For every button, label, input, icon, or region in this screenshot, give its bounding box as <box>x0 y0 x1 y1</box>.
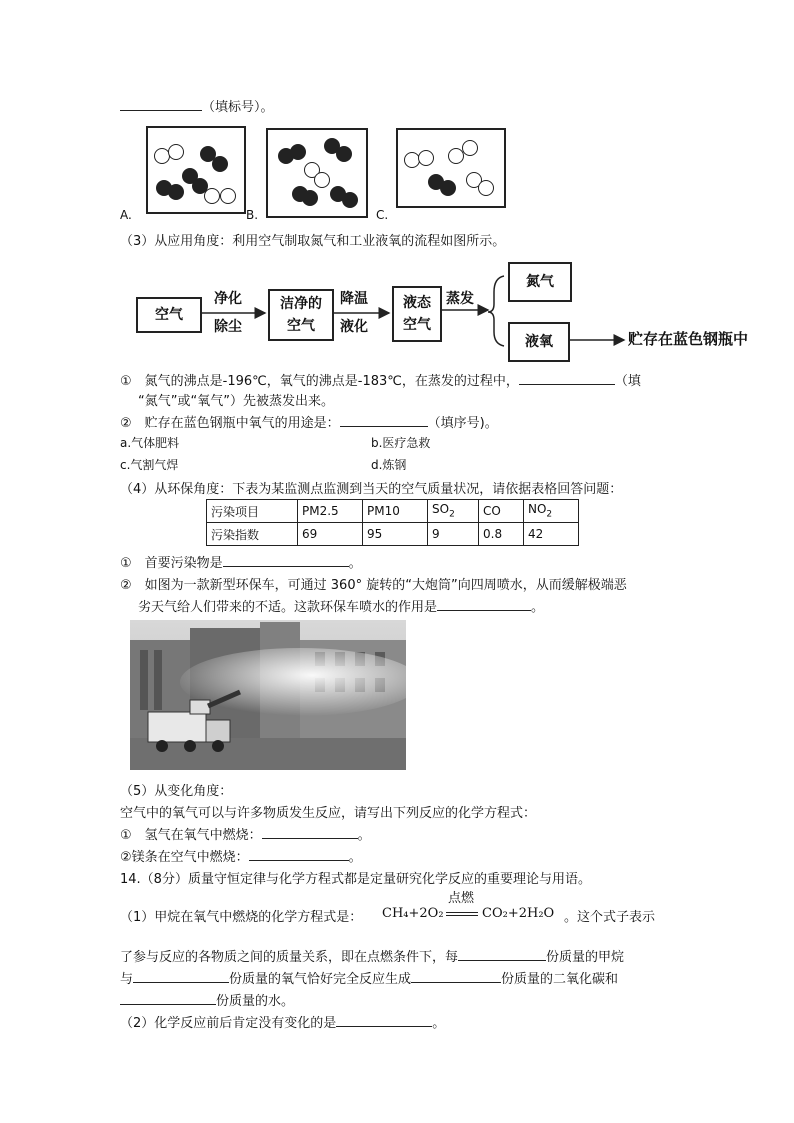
q14-p3-end: 份质量的二氧化碳和 <box>501 972 619 987</box>
option-b-label: B. <box>246 208 259 222</box>
environmental-truck-photo <box>130 620 406 770</box>
q5-intro: 空气中的氧气可以与许多物质发生反应，请写出下列反应的化学方程式： <box>120 806 537 821</box>
table-cell <box>363 500 428 523</box>
equation-right: CO₂+2H₂O <box>482 906 555 921</box>
answer-blank[interactable] <box>223 554 349 567</box>
option-a: a.气体肥料 <box>120 436 180 450</box>
equation-condition: 点燃 <box>448 891 475 906</box>
flow-step2-bottom: 液化 <box>340 319 368 335</box>
answer-blank[interactable] <box>519 372 615 385</box>
q14-p2-line <box>120 946 624 965</box>
instruction-text: （填标号）。 <box>202 100 274 115</box>
q3-item2-fill: （填序号)。 <box>427 416 498 431</box>
q3-item1-fill: （填 <box>614 374 641 389</box>
period: 。 <box>531 600 545 615</box>
answer-blank[interactable] <box>120 992 216 1005</box>
answer-blank[interactable] <box>437 598 531 611</box>
branch-brace <box>488 276 504 346</box>
option-b: b.医疗急救 <box>371 436 431 450</box>
q5-heading: （5）从变化角度： <box>120 784 233 799</box>
pollutant-name: PM10 <box>367 504 400 518</box>
q5-item2-text: ②镁条在空气中燃烧： <box>120 850 249 865</box>
q4-item1-line <box>120 552 362 571</box>
q14-p1-line <box>120 906 362 925</box>
q3-item1-text: ① 氮气的沸点是-196℃，氧气的沸点是-183℃，在蒸发的过程中， <box>120 374 519 389</box>
q14-p5-text: （2）化学反应前后肯定没有变化的是 <box>120 1016 337 1031</box>
q3-item1-line1 <box>120 370 641 389</box>
answer-blank[interactable] <box>340 414 428 427</box>
flow-air-label: 空气 <box>155 307 183 323</box>
flow-liquid-air-bottom: 空气 <box>403 317 431 333</box>
flow-step1-top: 净化 <box>214 291 242 307</box>
period: 。 <box>357 828 371 843</box>
table-cell: 0.8 <box>479 523 524 546</box>
pollutant-name: CO <box>483 504 501 518</box>
q4-item2-text: 劣天气给人们带来的不适。这款环保车喷水的作用是 <box>138 600 438 615</box>
q14-p3-start: 与 <box>120 972 134 987</box>
period: 。 <box>348 556 362 571</box>
period: 。 <box>348 850 362 865</box>
flow-nitrogen-label: 氮气 <box>526 274 554 290</box>
q14-p3-line <box>120 968 618 987</box>
q4-item1-text: ① 首要污染物是 <box>120 556 223 571</box>
pollutant-name: SO <box>432 502 450 517</box>
flow-step2-top: 降温 <box>340 291 368 307</box>
table-cell: 95 <box>363 523 428 546</box>
flow-evaporate: 蒸发 <box>446 291 474 307</box>
q4-item2-line2 <box>138 596 544 615</box>
q3-item2-text: ② 贮存在蓝色钢瓶中氧气的用途是： <box>120 416 340 431</box>
equation-double-line <box>446 912 478 916</box>
period: 。 <box>432 1016 446 1031</box>
q3-heading: （3）从应用角度：利用空气制取氮气和工业液氧的流程如图所示。 <box>120 234 506 249</box>
flow-liquid-air-top: 液态 <box>403 295 431 311</box>
q5-item1-text: ① 氢气在氧气中燃烧： <box>120 828 262 843</box>
pollutant-name: PM2.5 <box>302 504 339 518</box>
table-cell: 9 <box>428 523 479 546</box>
q14-p3-mid: 份质量的氧气恰好完全反应生成 <box>229 972 412 987</box>
flow-clean-air-bottom: 空气 <box>287 318 315 334</box>
table-cell: 42 <box>524 523 579 546</box>
q14-p2-end: 份质量的甲烷 <box>546 950 625 965</box>
answer-blank[interactable] <box>336 1014 432 1027</box>
q14-p4-line <box>120 990 294 1009</box>
q5-item1-line <box>120 824 371 843</box>
pollution-table <box>206 499 579 546</box>
q4-heading: （4）从环保角度：下表为某监测点监测到当天的空气质量状况，请依据表格回答问题： <box>120 482 623 497</box>
q5-item2-line <box>120 846 362 865</box>
row-label: 污染项目 <box>207 500 298 523</box>
row-label: 污染指数 <box>207 523 298 546</box>
option-d: d.炼钢 <box>371 458 407 472</box>
table-cell: 69 <box>298 523 363 546</box>
answer-blank[interactable] <box>133 970 229 983</box>
pollutant-name: NO <box>528 502 547 517</box>
table-row <box>207 523 579 546</box>
equation-left: CH₄+2O₂ <box>382 906 444 921</box>
table-cell <box>428 500 479 523</box>
table-cell <box>524 500 579 523</box>
q3-item2-line <box>120 412 498 431</box>
table-row <box>207 500 579 523</box>
q14-p2-text: 了参与反应的各物质之间的质量关系，即在点燃条件下，每 <box>120 950 459 965</box>
q4-item2-line1: ② 如图为一款新型环保车，可通过 360° 旋转的“大炮筒”向四周喷水，从而缓解极端恶 <box>120 578 627 593</box>
subscript: 2 <box>546 509 553 520</box>
q14-p1-end: 。这个式子表示 <box>564 910 656 925</box>
option-c-label: C. <box>376 208 389 222</box>
q14-p4-text: 份质量的水。 <box>216 994 295 1009</box>
flow-liquid-oxygen-label: 液氧 <box>525 334 553 350</box>
option-c: c.气割气焊 <box>120 458 179 472</box>
answer-blank[interactable] <box>262 826 358 839</box>
table-cell <box>298 500 363 523</box>
answer-blank[interactable] <box>458 948 546 961</box>
flow-clean-air-top: 洁净的 <box>280 296 322 312</box>
q14-heading: 14.（8分）质量守恒定律与化学方程式都是定量研究化学反应的重要理论与用语。 <box>120 872 591 887</box>
answer-blank[interactable] <box>249 848 349 861</box>
flow-store-label: 贮存在蓝色钢瓶中 <box>628 330 749 348</box>
q14-p5-line <box>120 1012 445 1031</box>
flow-step1-bottom: 除尘 <box>214 319 242 335</box>
answer-blank[interactable] <box>411 970 501 983</box>
option-a-label: A. <box>120 208 132 222</box>
table-cell <box>479 500 524 523</box>
subscript: 2 <box>449 509 455 520</box>
q14-p1-text: （1）甲烷在氧气中燃烧的化学方程式是： <box>120 910 363 925</box>
q3-item1-line2: “氮气”或“氧气”）先被蒸发出来。 <box>138 394 334 409</box>
flow-arrows <box>0 0 794 400</box>
